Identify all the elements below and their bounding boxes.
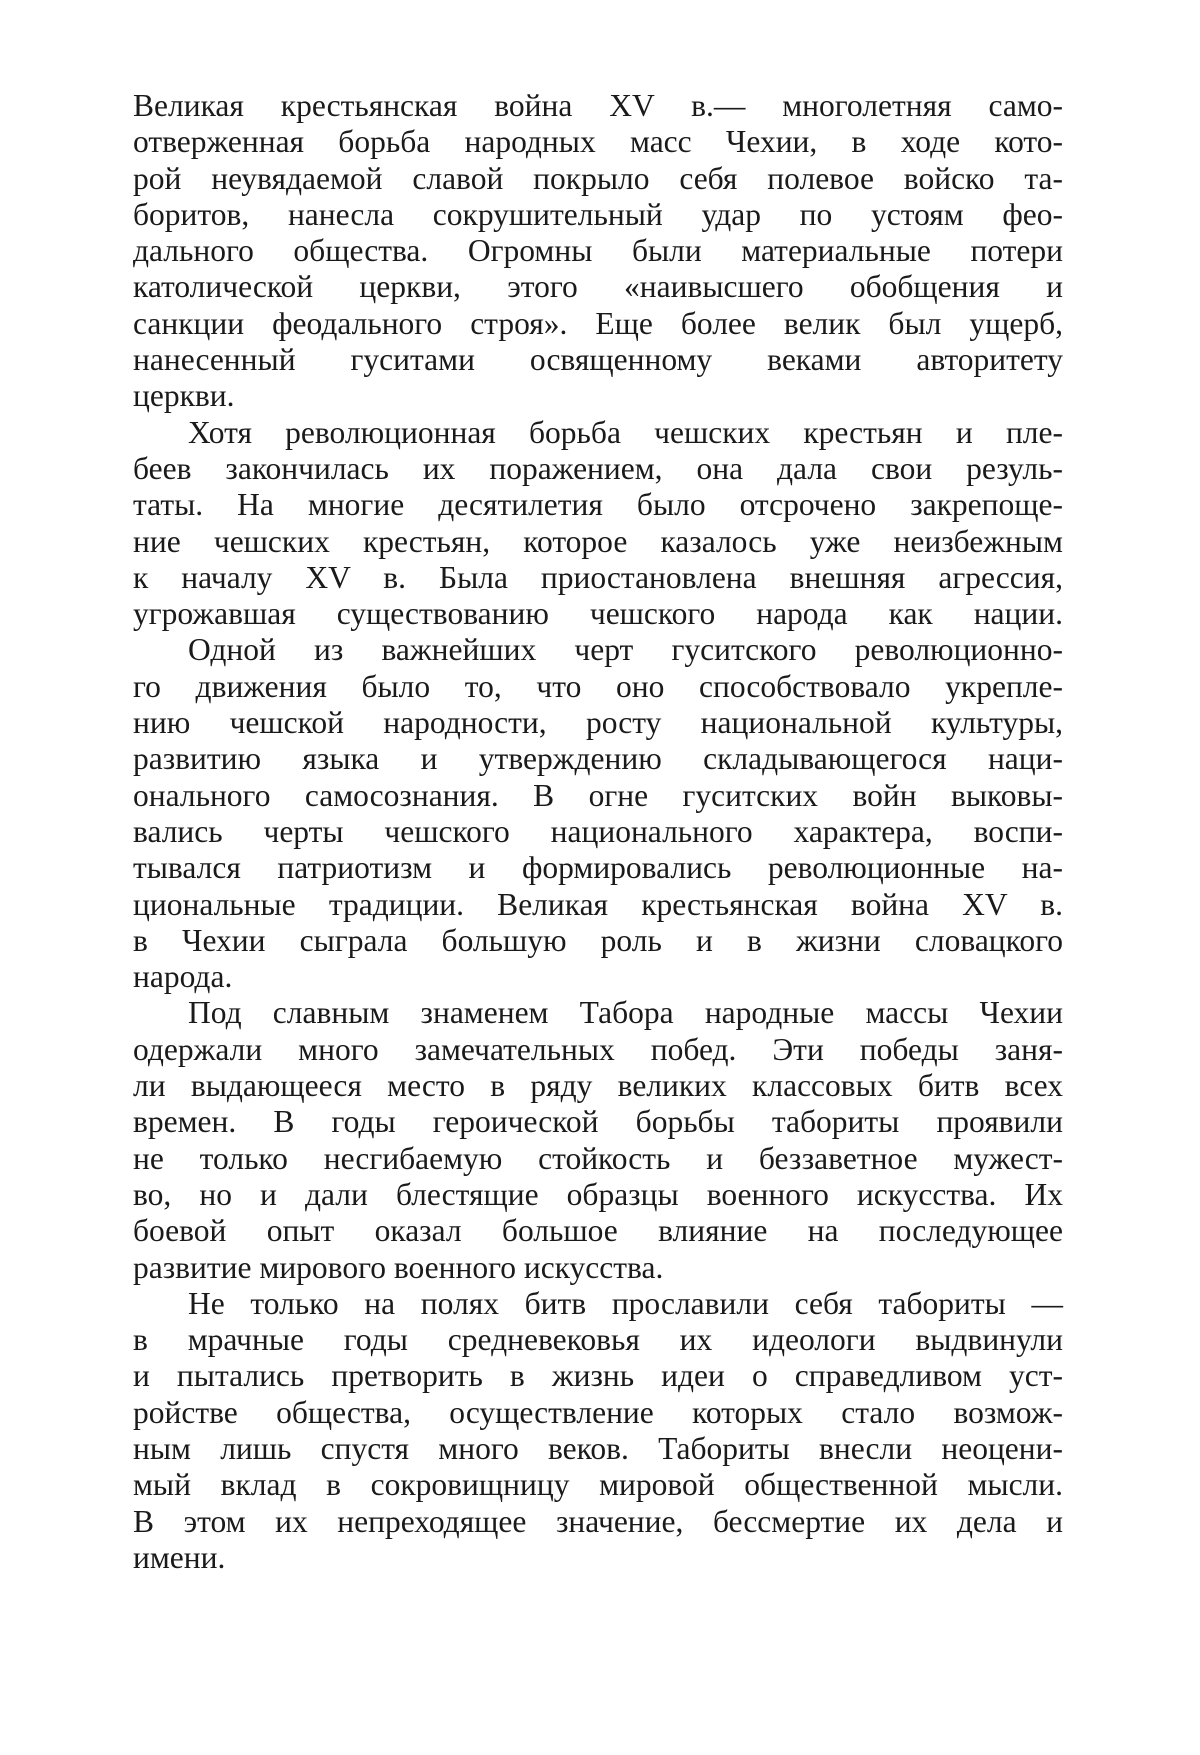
text-line: времен. В годы героической борьбы табориты проявили <box>133 1104 1063 1140</box>
text-line: тывался патриотизм и формировались революционные на- <box>133 850 1063 886</box>
text-line: отверженная борьба народных масс Чехии, в ходе кото- <box>133 124 1063 160</box>
text-line: в Чехии сыграла большую роль и в жизни словацкого <box>133 922 1063 958</box>
body-text <box>133 88 1063 1576</box>
text-line: мый вклад в сокровищницу мировой общественной мысли. <box>133 1467 1063 1503</box>
text-line: онального самосознания. В огне гуситских войн выковы- <box>133 777 1063 813</box>
text-line: не только несгибаемую стойкость и беззаветное мужест- <box>133 1140 1063 1176</box>
text-line: циональные традиции. Великая крестьянская война XV в. <box>133 886 1063 922</box>
text-line: го движения было то, что оно способствовало укрепле- <box>133 668 1063 704</box>
text-line: развитию языка и утверждению складывающегося наци- <box>133 741 1063 777</box>
text-line: ние чешских крестьян, которое казалось уже неизбежным <box>133 523 1063 559</box>
text-line: беев закончилась их поражением, она дала свои резуль- <box>133 450 1063 486</box>
text-line: в мрачные годы средневековья их идеологи выдвинули <box>133 1322 1063 1358</box>
text-line: санкции феодального строя». Еще более велик был ущерб, <box>133 305 1063 341</box>
text-line: таты. На многие десятилетия было отсрочено закрепоще- <box>133 487 1063 523</box>
text-line: ройстве общества, осуществление которых стало возмож- <box>133 1394 1063 1430</box>
text-line: одержали много замечательных побед. Эти победы заня- <box>133 1031 1063 1067</box>
text-line: Великая крестьянская война XV в.— многолетняя само- <box>133 88 1063 123</box>
text-line: дального общества. Огромны были материальные потери <box>133 233 1063 269</box>
text-line: вались черты чешского национального характера, воспи- <box>133 813 1063 849</box>
text-line: нию чешской народности, росту национальной культуры, <box>133 705 1063 741</box>
text-line: католической церкви, этого «наивысшего обобщения и <box>133 269 1063 305</box>
paragraph-5 <box>133 1286 1063 1576</box>
text-line: во, но и дали блестящие образцы военного искусства. Их <box>133 1176 1063 1212</box>
text-line: рой неувядаемой славой покрыло себя полевое войско та- <box>133 160 1063 196</box>
text-line: боритов, нанесла сокрушительный удар по устоям фео- <box>133 196 1063 232</box>
paragraph-1 <box>133 88 1063 415</box>
text-line: церкви. <box>133 378 235 414</box>
text-line: Одной из важнейших черт гуситского революционно- <box>188 632 1063 668</box>
text-line: Под славным знаменем Табора народные массы Чехии <box>188 995 1063 1031</box>
paragraph-2 <box>133 415 1063 633</box>
paragraph-4 <box>133 995 1063 1285</box>
text-line: ным лишь спустя много веков. Табориты внесли неоцени- <box>133 1430 1063 1466</box>
text-line: боевой опыт оказал большое влияние на последующее <box>133 1213 1063 1249</box>
text-line: В этом их непреходящее значение, бессмертие их дела и <box>133 1503 1063 1539</box>
text-line: Хотя революционная борьба чешских крестьян и пле- <box>188 414 1063 450</box>
text-line: имени. <box>133 1539 226 1575</box>
text-line: и пытались претворить в жизнь идеи о справедливом уст- <box>133 1358 1063 1394</box>
text-line: Не только на полях битв прославили себя табориты — <box>188 1285 1063 1321</box>
text-line: развитие мирового военного искусства. <box>133 1249 664 1285</box>
text-line: к началу XV в. Была приостановлена внешняя агрессия, <box>133 559 1063 595</box>
text-line: угрожавшая существованию чешского народа как нации. <box>133 596 1063 632</box>
text-line: ли выдающееся место в ряду великих классовых битв всех <box>133 1068 1063 1104</box>
text-line: народа. <box>133 959 233 995</box>
paragraph-3 <box>133 632 1063 995</box>
text-line: нанесенный гуситами освященному веками авторитету <box>133 342 1063 378</box>
